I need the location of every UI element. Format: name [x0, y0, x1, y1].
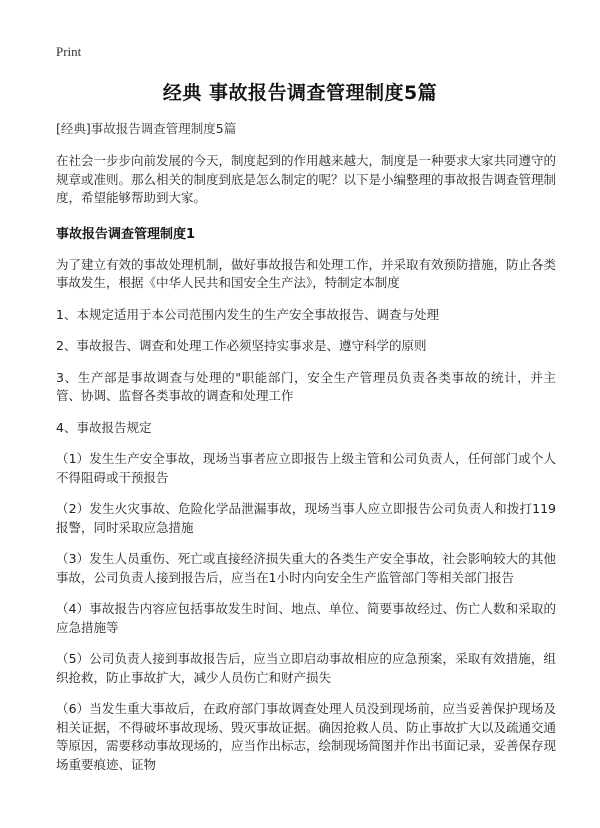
- paragraph: （4）事故报告内容应包括事故发生时间、地点、单位、简要事故经过、伤亡人数和采取的应急措施等: [56, 601, 556, 635]
- paragraph: 3、生产部是事故调查与处理的"职能部门，安全生产管理员负责各类事故的统计，并主管、协调、监督各类事故的调查和处理工作: [56, 369, 556, 403]
- paragraph: （2）发生火灾事故、危险化学品泄漏事故，现场当事人应立即报告公司负责人和拨打119报警，同时采取应急措施: [56, 501, 556, 535]
- paragraph: 2、事故报告、调查和处理工作必须坚持实事求是、遵守科学的原则: [56, 338, 427, 353]
- intro-paragraph: 在社会一步步向前发展的今天，制度起到的作用越来越大，制度是一种要求大家共同遵守的规章或准则。那么相关的制度到底是怎么制定的呢？以下是小编整理的事故报告调查管理制度，希望能够帮助到大家。: [56, 153, 557, 205]
- document-subtitle: [经典]事故报告调查管理制度5篇: [56, 121, 237, 136]
- section-heading: 事故报告调查管理制度1: [56, 226, 196, 242]
- paragraph: （6）当发生重大事故后，在政府部门事故调查处理人员没到现场前，应当妥善保护现场及相关证据，不得破坏事故现场、毁灭事故证据。确因抢救人员、防止事故扩大以及疏通交通等原因，需要移动事故现场的，应当作出标志，绘制现场简图并作出书面记录，妥善保存现场重要痕迹、证物: [56, 701, 557, 772]
- print-link[interactable]: Print: [56, 44, 82, 59]
- paragraph: （3）发生人员重伤、死亡或直接经济损失重大的各类生产安全事故，社会影响较大的其他事故，公司负责人接到报告后，应当在1小时内向安全生产监管部门等相关部门报告: [56, 551, 556, 585]
- paragraph: （1）发生生产安全事故，现场当事者应立即报告上级主管和公司负责人，任何部门或个人不得阻碍或干预报告: [56, 451, 556, 485]
- paragraph: 4、事故报告规定: [56, 419, 152, 435]
- paragraph: 为了建立有效的事故处理机制，做好事故报告和处理工作，并采取有效预防措施，防止各类事故发生，根据《中华人民共和国安全生产法》，特制定本制度: [56, 256, 557, 290]
- page-title: 经典 事故报告调查管理制度5篇: [162, 82, 438, 104]
- paragraph: （5）公司负责人接到事故报告后，应当立即启动事故相应的应急预案，采取有效措施，组织抢救，防止事故扩大，减少人员伤亡和财产损失: [56, 651, 556, 685]
- document-body: [56, 120, 556, 787]
- paragraph: 1、本规定适用于本公司范围内发生的生产安全事故报告、调查与处理: [56, 306, 439, 322]
